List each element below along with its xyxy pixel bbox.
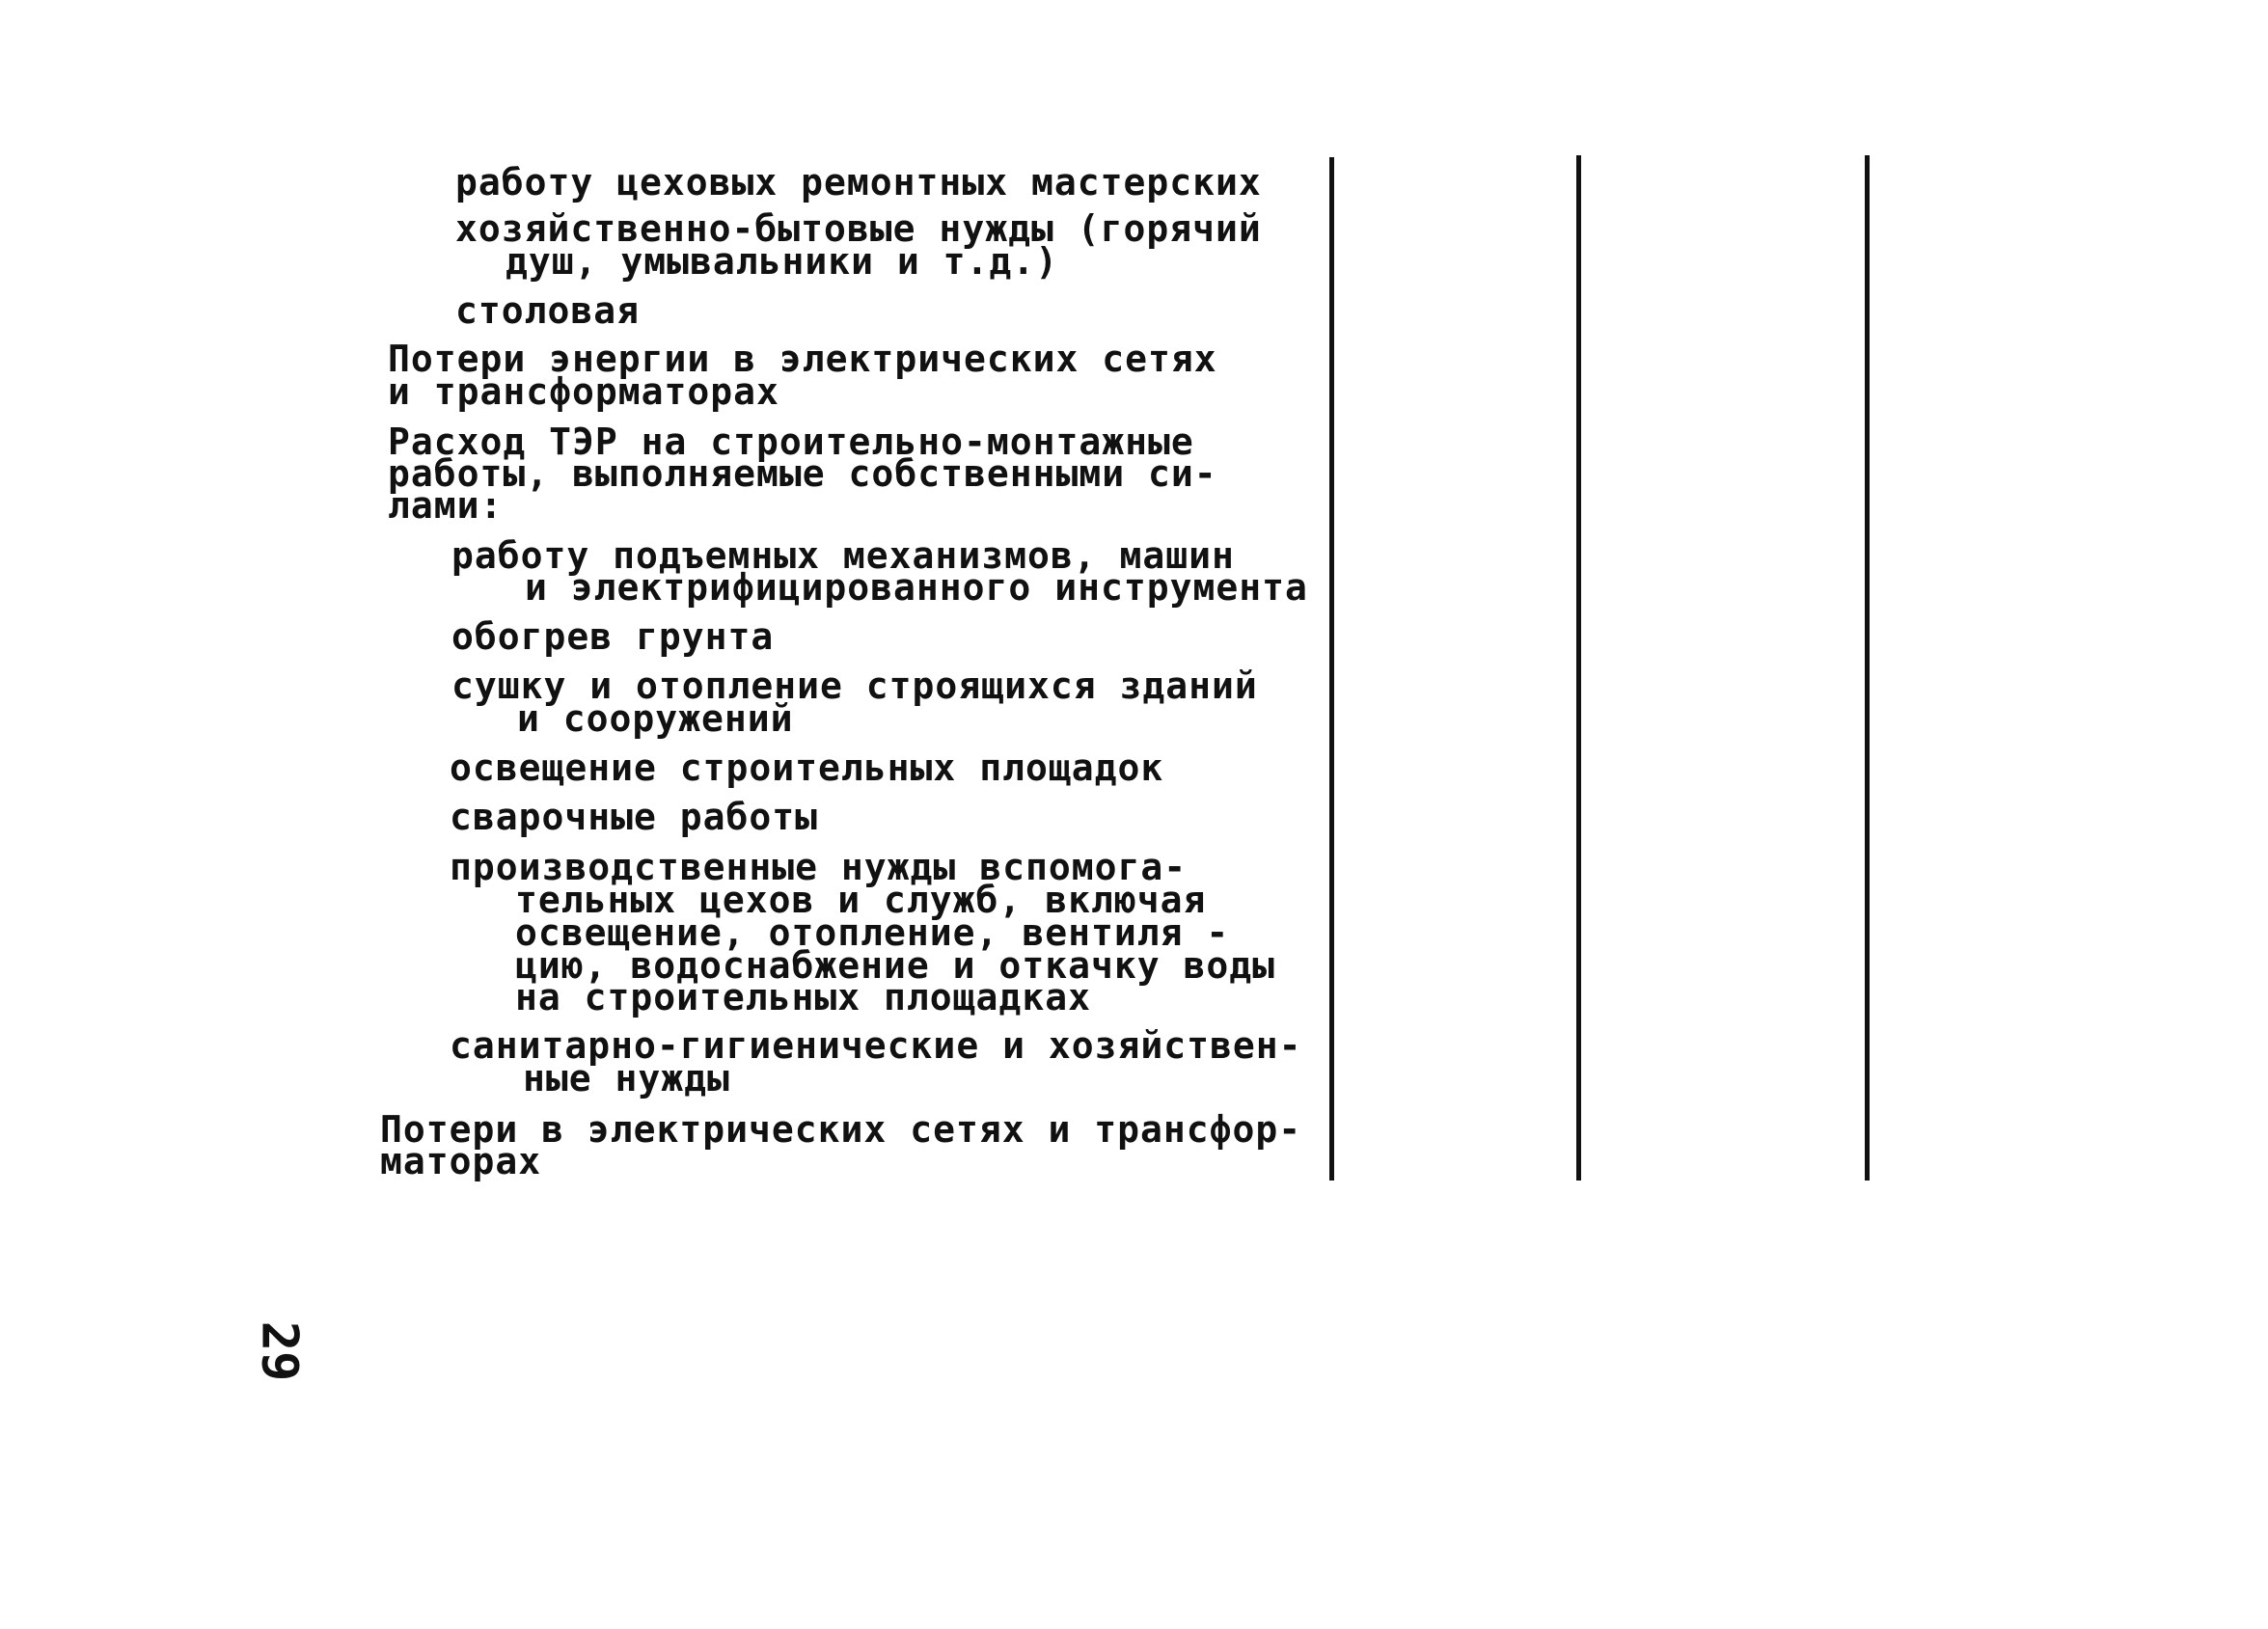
row-text: Потери в электрических сетях и трансфор- <box>380 1108 1302 1151</box>
row-text: душ, умывальники и т.д.) <box>506 240 1059 283</box>
row-text: и сооружений <box>517 697 794 740</box>
row-text: работу подъемных механизмов, машин <box>451 534 1235 577</box>
page-number: 29 <box>250 1320 309 1382</box>
row-text: Расход ТЭР на строительно-монтажные <box>388 421 1194 463</box>
row-text: столовая <box>455 289 641 332</box>
row-text: санитарно-гигиенические и хозяйствен- <box>450 1024 1302 1067</box>
table-column-rule <box>1865 155 1870 1181</box>
row-text: производственные нужды вспомога- <box>450 846 1188 888</box>
row-text: и трансформаторах <box>388 370 779 413</box>
row-text: Потери энергии в электрических сетях <box>388 338 1217 380</box>
row-text: тельных цехов и служб, включая <box>515 879 1207 921</box>
row-text: на строительных площадках <box>515 976 1091 1018</box>
row-text: ные нужды <box>523 1057 730 1100</box>
row-text: работы, выполняемые собственными си- <box>388 452 1217 495</box>
table-column-rule <box>1576 155 1581 1181</box>
row-text: хозяйственно-бытовые нужды (горячий <box>455 207 1262 250</box>
row-text: лами: <box>388 484 504 527</box>
row-text: сушку и отопление строящихся зданий <box>451 665 1258 707</box>
row-text: освещение строительных площадок <box>450 747 1164 789</box>
row-text: обогрев грунта <box>451 615 775 658</box>
row-text: и электрифицированного инструмента <box>525 566 1308 609</box>
row-text: работу цеховых ремонтных мастерских <box>455 161 1262 204</box>
table-column-rule <box>1329 157 1334 1181</box>
row-text: маторах <box>380 1140 542 1182</box>
row-text: освещение, отопление, вентиля - <box>515 911 1230 954</box>
row-text: цию, водоснабжение и откачку воды <box>515 944 1275 987</box>
row-text: сварочные работы <box>450 796 819 838</box>
